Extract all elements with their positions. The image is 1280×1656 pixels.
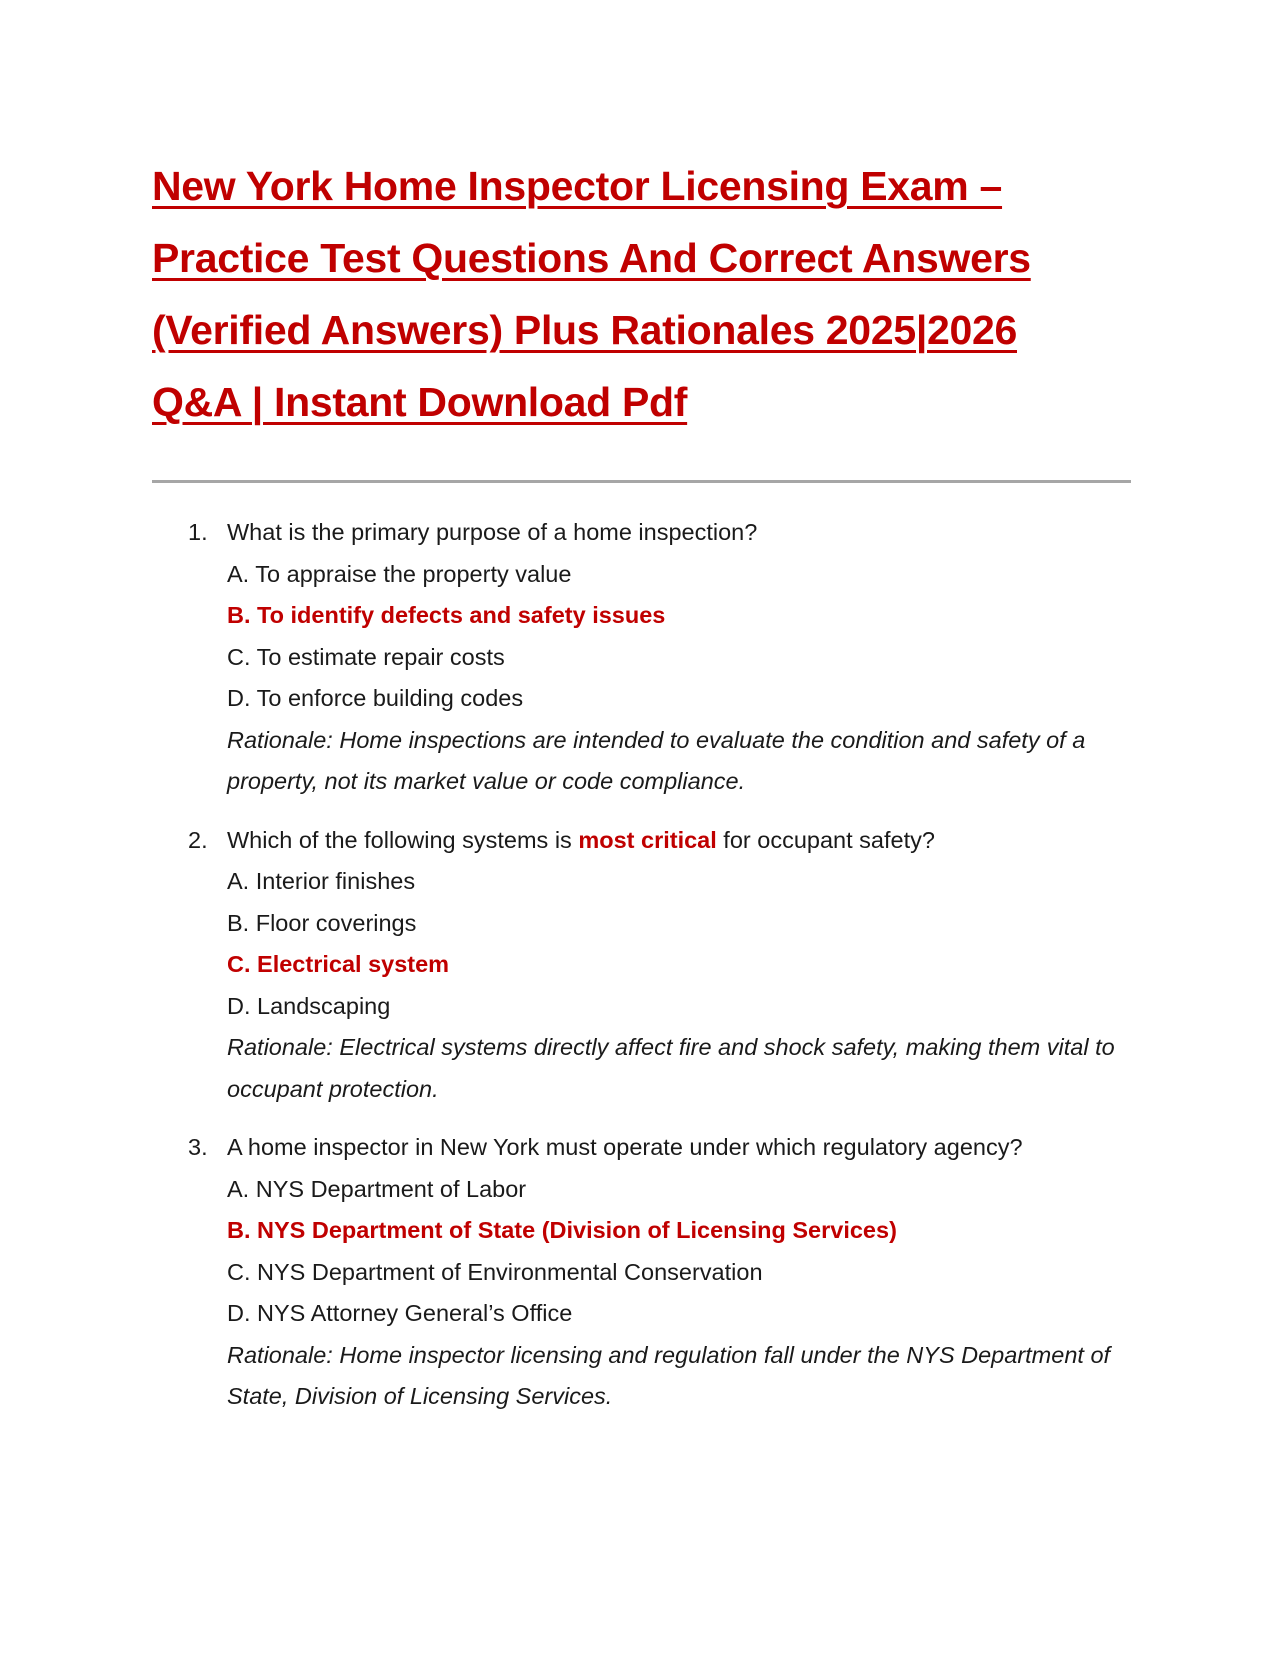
- option-d: D. Landscaping: [227, 992, 391, 1019]
- option-d: D. To enforce building codes: [227, 685, 524, 711]
- option-b-correct: B. NYS Department of State (Division of Licensing Services): [227, 1217, 897, 1243]
- option-a: A. Interior finishes: [227, 868, 416, 894]
- question-text-emphasis: most critical: [578, 826, 717, 853]
- document-title: [152, 150, 1112, 438]
- question-number: 2.: [188, 826, 208, 853]
- title-line-1: New York Home Inspector Licensing Exam –: [152, 163, 1003, 209]
- rationale: Rationale: Electrical systems directly affect fire and shock safety, making them vital to occupant protection.: [227, 1034, 1115, 1102]
- question-text-start: Which of the following systems is: [227, 826, 579, 853]
- question-number: 3.: [188, 1134, 208, 1160]
- option-a: A. NYS Department of Labor: [227, 1175, 527, 1202]
- rationale: Rationale: Home inspections are intended to evaluate the condition and safety of a property, not its market value or code compliance.: [227, 726, 1086, 794]
- option-c-correct: C. Electrical system: [227, 951, 450, 977]
- title-line-4: Q&A | Instant Download Pdf: [152, 379, 688, 425]
- option-d: D. NYS Attorney General’s Office: [227, 1300, 573, 1326]
- title-line-2: Practice Test Questions And Correct Answers: [152, 235, 1031, 281]
- question-text: What is the primary purpose of a home inspection?: [227, 519, 758, 545]
- option-c: C. To estimate repair costs: [227, 643, 505, 670]
- option-b: B. Floor coverings: [227, 909, 417, 936]
- question-text-end: for occupant safety?: [716, 826, 935, 853]
- question-3: [152, 1127, 1132, 1418]
- question-number: 1.: [188, 519, 208, 545]
- question-2: [152, 820, 1132, 1111]
- question-text: [227, 820, 1132, 862]
- option-b-correct: B. To identify defects and safety issues: [227, 602, 666, 628]
- horizontal-divider: [152, 480, 1131, 483]
- title-line-3: (Verified Answers) Plus Rationales 2025|2026: [152, 307, 1017, 353]
- option-a: A. To appraise the property value: [227, 560, 572, 587]
- question-1: [152, 512, 1132, 803]
- option-c: C. NYS Department of Environmental Conservation: [227, 1258, 763, 1285]
- question-list: [152, 512, 1132, 1435]
- question-text: A home inspector in New York must operate under which regulatory agency?: [227, 1134, 1023, 1160]
- rationale: Rationale: Home inspector licensing and regulation fall under the NYS Department of State, Division of Licensing Services.: [227, 1341, 1111, 1409]
